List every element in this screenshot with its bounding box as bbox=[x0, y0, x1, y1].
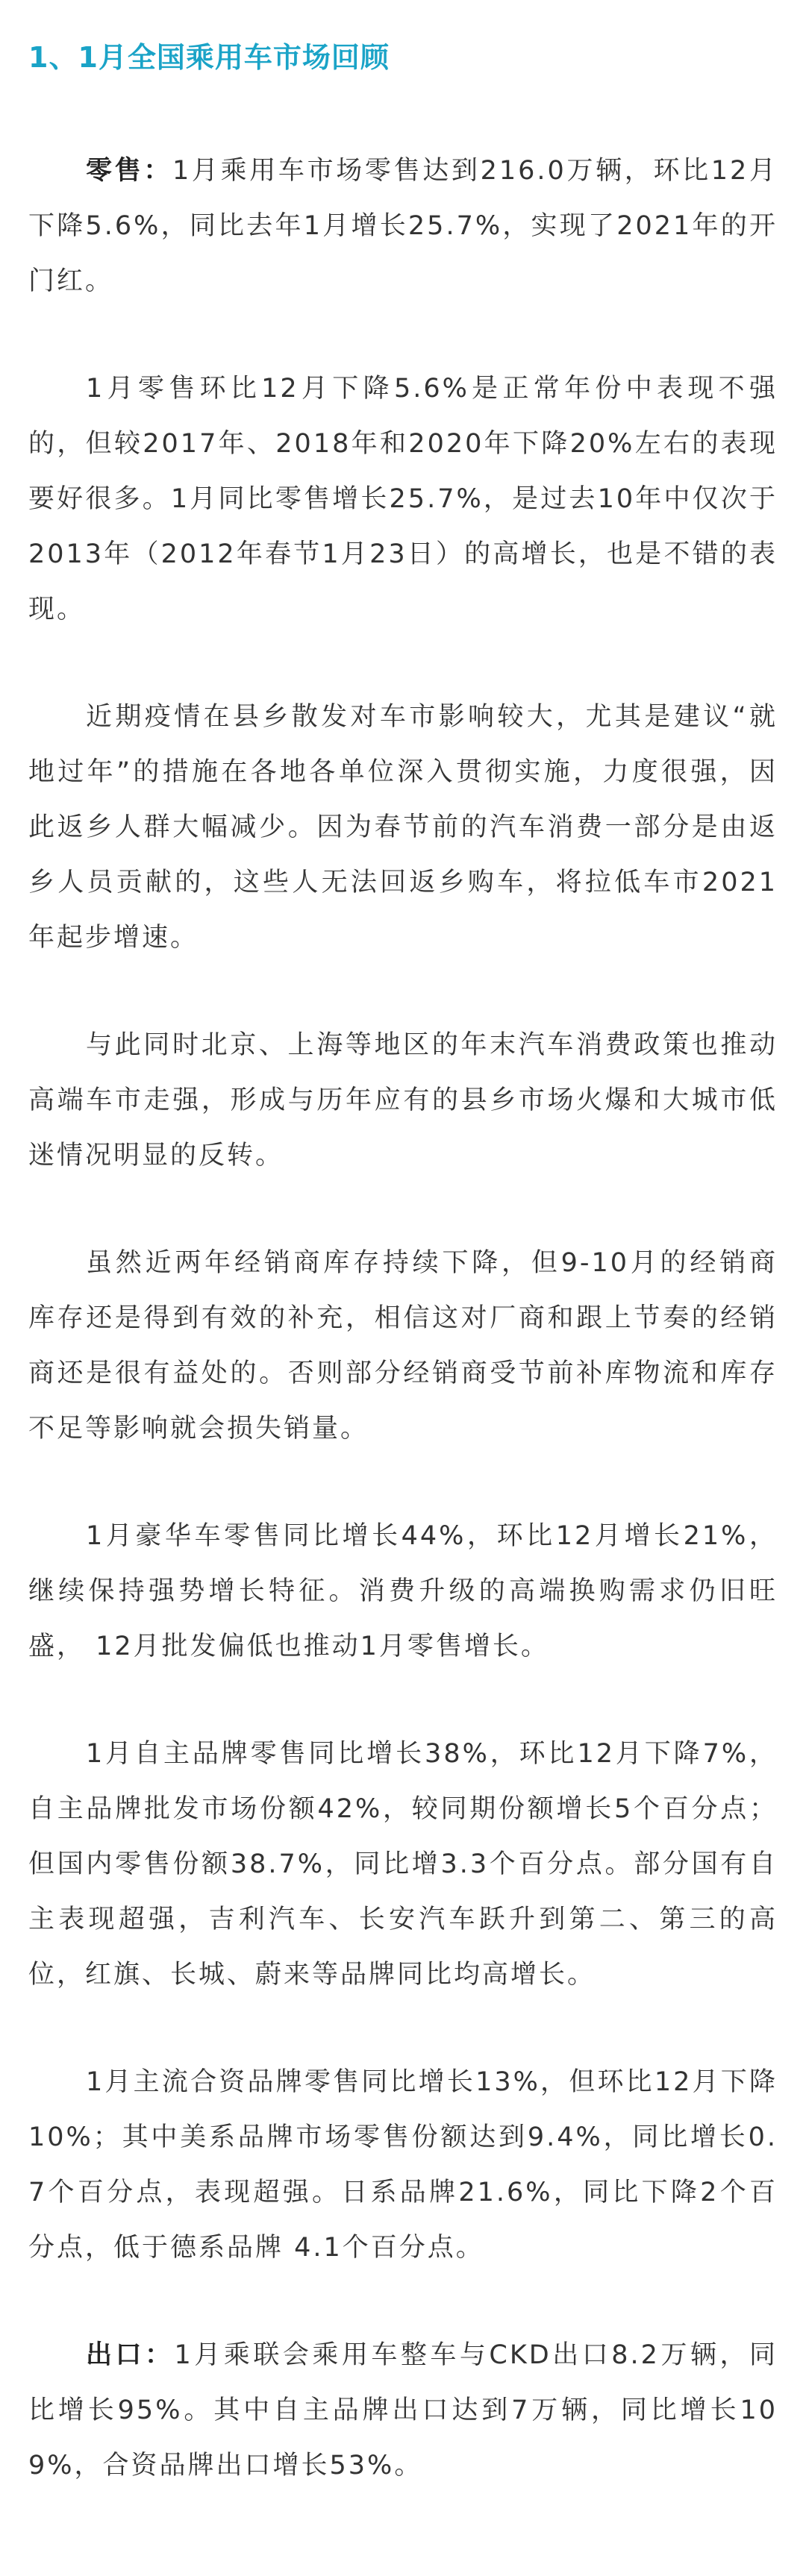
paragraph-mom-analysis bbox=[28, 361, 778, 637]
paragraph-text: 1月自主品牌零售同比增长38%，环比12月下降7%，自主品牌批发市场份额42%，较同期份额增长5个百分点；但国内零售份额38.7%，同比增3.3个百分点。部分国有自主表现超强，吉利汽车、长安汽车跃升到第二、第三的高位，红旗、长城、蔚来等品牌同比均高增长。 bbox=[28, 1739, 778, 1990]
paragraph-text: 1月零售环比12月下降5.6%是正常年份中表现不强的，但较2017年、2018年和2020年下降20%左右的表现要好很多。1月同比零售增长25.7%，是过去10年中仅次于2013年（2012年春节1月23日）的高增长，也是不错的表现。 bbox=[28, 374, 778, 624]
paragraph-text: 近期疫情在县乡散发对车市影响较大，尤其是建议“就地过年”的措施在各地各单位深入贯彻实施，力度很强，因此返乡人群大幅减少。因为春节前的汽车消费一部分是由返乡人员贡献的，这些人无法回返乡购车，将拉低车市2021年起步增速。 bbox=[28, 702, 778, 953]
paragraph-epidemic-impact bbox=[28, 689, 778, 965]
paragraph-city-policy bbox=[28, 1018, 778, 1183]
paragraph-lead: 零售： bbox=[86, 156, 172, 186]
paragraph-text: 与此同时北京、上海等地区的年末汽车消费政策也推动高端车市走强，形成与历年应有的县乡市场火爆和大城市低迷情况明显的反转。 bbox=[28, 1030, 778, 1171]
paragraph-joint-venture bbox=[28, 2055, 778, 2275]
paragraph-retail bbox=[28, 143, 778, 309]
paragraph-text: 虽然近两年经销商库存持续下降，但9-10月的经销商库存还是得到有效的补充，相信这对厂商和跟上节奏的经销商还是很有益处的。否则部分经销商受节前补库物流和库存不足等影响就会损失销量。 bbox=[28, 1248, 778, 1444]
paragraph-text: 1月主流合资品牌零售同比增长13%，但环比12月下降10%；其中美系品牌市场零售份额达到9.4%，同比增长0.7个百分点，表现超强。日系品牌21.6%，同比下降2个百分点，低于德系品牌 4.1个百分点。 bbox=[28, 2067, 778, 2263]
paragraph-export bbox=[28, 2328, 778, 2493]
paragraph-dealer-inventory bbox=[28, 1235, 778, 1456]
paragraph-text: 1月乘用车市场零售达到216.0万辆，环比12月下降5.6%，同比去年1月增长25.7%，实现了2021年的开门红。 bbox=[28, 156, 778, 296]
paragraph-text: 1月乘联会乘用车整车与CKD出口8.2万辆，同比增长95%。其中自主品牌出口达到7万辆，同比增长109%，合资品牌出口增长53%。 bbox=[28, 2340, 778, 2481]
paragraph-text: 1月豪华车零售同比增长44%，环比12月增长21%，继续保持强势增长特征。消费升级的高端换购需求仍旧旺盛， 12月批发偏低也推动1月零售增长。 bbox=[28, 1521, 778, 1661]
paragraph-domestic-brands bbox=[28, 1726, 778, 2002]
section-heading: 1、1月全国乘用车市场回顾 bbox=[28, 41, 390, 74]
paragraph-luxury bbox=[28, 1508, 778, 1674]
paragraph-lead: 出口： bbox=[86, 2340, 175, 2370]
